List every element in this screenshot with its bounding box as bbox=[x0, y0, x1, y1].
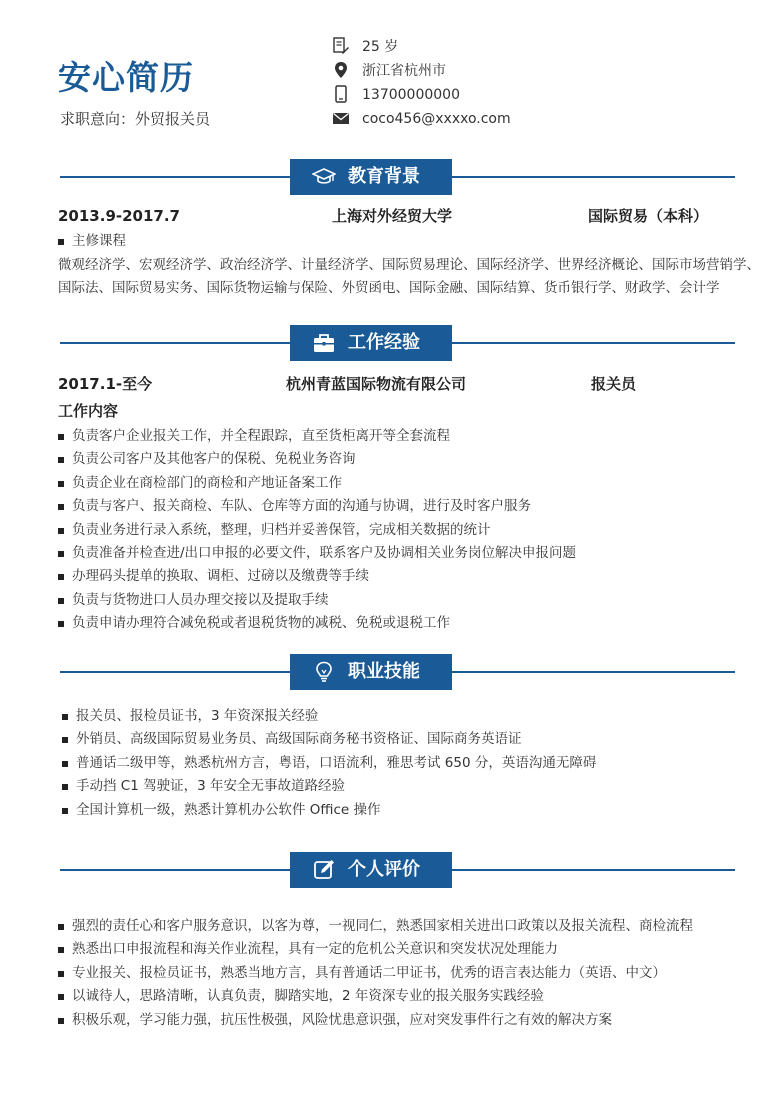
age-text: 25 岁 bbox=[362, 39, 399, 55]
work-duty-item: 负责申请办理符合减免税或者退税货物的减税、免税或退税工作 bbox=[58, 612, 576, 635]
skills-title: 职业技能 bbox=[348, 661, 420, 682]
work-duty-item: 负责企业在商检部门的商检和产地证备案工作 bbox=[58, 472, 576, 495]
skills-section-header bbox=[290, 654, 452, 690]
resume-name: 安心简历 bbox=[58, 58, 194, 97]
work-duty-item: 办理码头提单的换取、调柜、过磅以及缴费等手续 bbox=[58, 565, 576, 588]
work-title: 工作经验 bbox=[348, 332, 420, 353]
work-period: 2017.1-至今 bbox=[58, 375, 153, 393]
education-section-header bbox=[290, 159, 452, 195]
courses-line-2: 国际法、国际贸易实务、国际货物运输与保险、外贸函电、国际金融、国际结算、货币银行学、财政学、会计学 bbox=[58, 280, 720, 296]
work-section-header bbox=[290, 325, 452, 361]
evaluation-item: 熟悉出口申报流程和海关作业流程，具有一定的危机公关意识和突发状况处理能力 bbox=[58, 938, 693, 961]
graduation-cap-icon bbox=[312, 166, 336, 188]
courses-label-list bbox=[58, 230, 126, 253]
email-text: coco456@xxxxo.com bbox=[362, 111, 511, 127]
work-company: 杭州青蓝国际物流有限公司 bbox=[286, 375, 467, 393]
work-position: 报关员 bbox=[591, 375, 637, 393]
work-duty-item: 负责客户企业报关工作，并全程跟踪，直至货柜离开等全套流程 bbox=[58, 425, 576, 448]
phone-icon bbox=[332, 85, 350, 103]
age-icon bbox=[332, 37, 350, 55]
email-icon bbox=[332, 109, 350, 127]
lightbulb-icon bbox=[312, 661, 336, 683]
edit-icon bbox=[312, 859, 336, 881]
evaluation-item: 强烈的责任心和客户服务意识，以客为尊，一视同仁，熟悉国家相关进出口政策以及报关流程、商检流程 bbox=[58, 915, 693, 938]
contact-location bbox=[332, 60, 592, 82]
work-duty-item: 负责准备并检查进/出口申报的必要文件，联系客户及协调相关业务岗位解决申报问题 bbox=[58, 542, 576, 565]
phone-text: 13700000000 bbox=[362, 87, 460, 103]
skill-item: 全国计算机一级，熟悉计算机办公软件 Office 操作 bbox=[62, 799, 596, 822]
courses-label: 主修课程 bbox=[58, 230, 126, 253]
evaluation-item: 以诚待人，思路清晰，认真负责，脚踏实地，2 年资深专业的报关服务实践经验 bbox=[58, 985, 693, 1008]
skill-item: 报关员、报检员证书，3 年资深报关经验 bbox=[62, 705, 596, 728]
education-period: 2013.9-2017.7 bbox=[58, 207, 180, 225]
evaluation-title: 个人评价 bbox=[348, 859, 420, 880]
evaluation-item: 专业报关、报检员证书，熟悉当地方言，具有普通话二甲证书，优秀的语言表达能力（英语、中文） bbox=[58, 962, 693, 985]
work-duties-list bbox=[58, 425, 576, 636]
skill-item: 外销员、高级国际贸易业务员、高级国际商务秘书资格证、国际商务英语证 bbox=[62, 728, 596, 751]
evaluation-list bbox=[58, 915, 693, 1032]
evaluation-item: 积极乐观，学习能力强，抗压性极强，风险忧患意识强，应对突发事件行之有效的解决方案 bbox=[58, 1009, 693, 1032]
work-duty-item: 负责业务进行录入系统，整理，归档并妥善保管，完成相关数据的统计 bbox=[58, 519, 576, 542]
contact-age bbox=[332, 36, 592, 58]
job-intent: 求职意向：外贸报关员 bbox=[60, 110, 211, 128]
skill-item: 普通话二级甲等，熟悉杭州方言，粤语，口语流利，雅思考试 650 分，英语沟通无障碍 bbox=[62, 752, 596, 775]
skill-item: 手动挡 C1 驾驶证，3 年安全无事故道路经验 bbox=[62, 775, 596, 798]
education-school: 上海对外经贸大学 bbox=[332, 207, 453, 225]
skills-list bbox=[62, 705, 596, 822]
location-text: 浙江省杭州市 bbox=[362, 63, 446, 79]
work-duty-item: 负责公司客户及其他客户的保税、免税业务咨询 bbox=[58, 448, 576, 471]
location-icon bbox=[332, 61, 350, 79]
evaluation-section-header bbox=[290, 852, 452, 888]
work-content-label: 工作内容 bbox=[58, 402, 119, 420]
education-title: 教育背景 bbox=[348, 166, 420, 187]
education-major: 国际贸易（本科） bbox=[588, 207, 709, 225]
contact-email bbox=[332, 108, 592, 130]
work-duty-item: 负责与客户、报关商检、车队、仓库等方面的沟通与协调，进行及时客户服务 bbox=[58, 495, 576, 518]
courses-line-1: 微观经济学、宏观经济学、政治经济学、计量经济学、国际贸易理论、国际经济学、世界经济概论、国际市场营销学、 bbox=[58, 257, 760, 273]
work-duty-item: 负责与货物进口人员办理交接以及提取手续 bbox=[58, 589, 576, 612]
briefcase-icon bbox=[312, 332, 336, 354]
contact-phone bbox=[332, 84, 592, 106]
